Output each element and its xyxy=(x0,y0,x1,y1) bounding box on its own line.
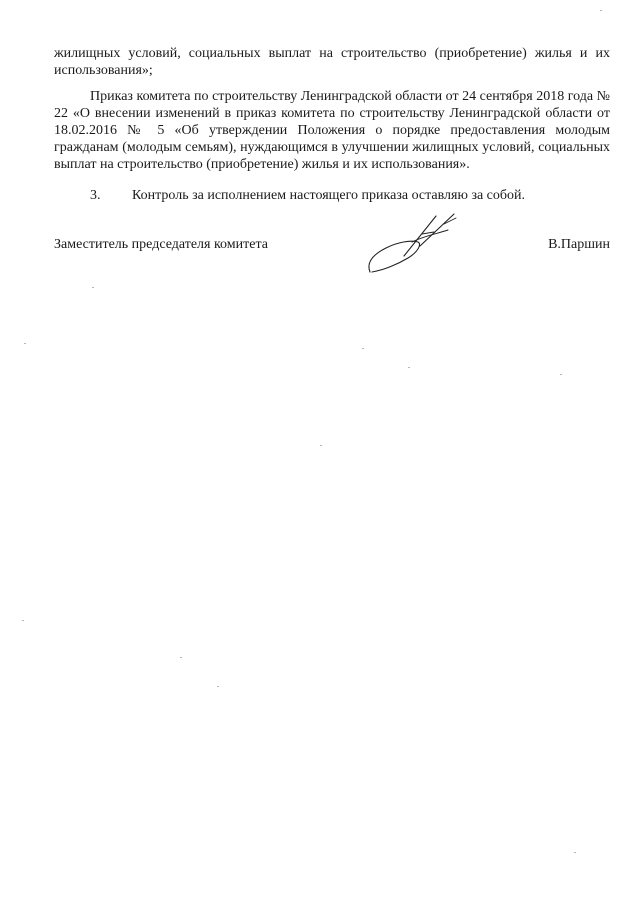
list-item-text: Контроль за исполнением настоящего приказа оставляю за собой. xyxy=(132,188,526,203)
scan-speck xyxy=(574,852,576,853)
handwritten-signature xyxy=(364,212,468,278)
scan-speck xyxy=(362,348,364,349)
scan-speck xyxy=(600,10,602,11)
list-item-number: 3. xyxy=(90,188,101,203)
paragraph-continuation: жилищных условий, социальных выплат на строительство (приобретение) жилья и их использования»; xyxy=(54,46,610,78)
scan-speck xyxy=(92,287,94,288)
scan-speck xyxy=(560,374,562,375)
scan-speck xyxy=(217,686,219,687)
list-item-3 xyxy=(90,187,525,204)
signatory-name: В.Паршин xyxy=(548,237,610,252)
paragraph-main: Приказ комитета по строительству Ленинградской области от 24 сентября 2018 года № 22 «О внесении изменений в приказ комитета по строительству Ленинградской области от 18.02.2016 № 5 «Об утверждении Положения о порядке предоставления молодым гражданам (молодым семьям), нуждающимся в улучшении жилищных условий, социальных выплат на строительство (приобретение) жилья и их использования». xyxy=(54,89,610,172)
scan-speck xyxy=(180,657,182,658)
signatory-title: Заместитель председателя комитета xyxy=(54,237,268,252)
scan-speck xyxy=(24,343,26,344)
scan-speck xyxy=(22,620,24,621)
scan-speck xyxy=(408,367,410,368)
scan-speck xyxy=(320,445,322,446)
